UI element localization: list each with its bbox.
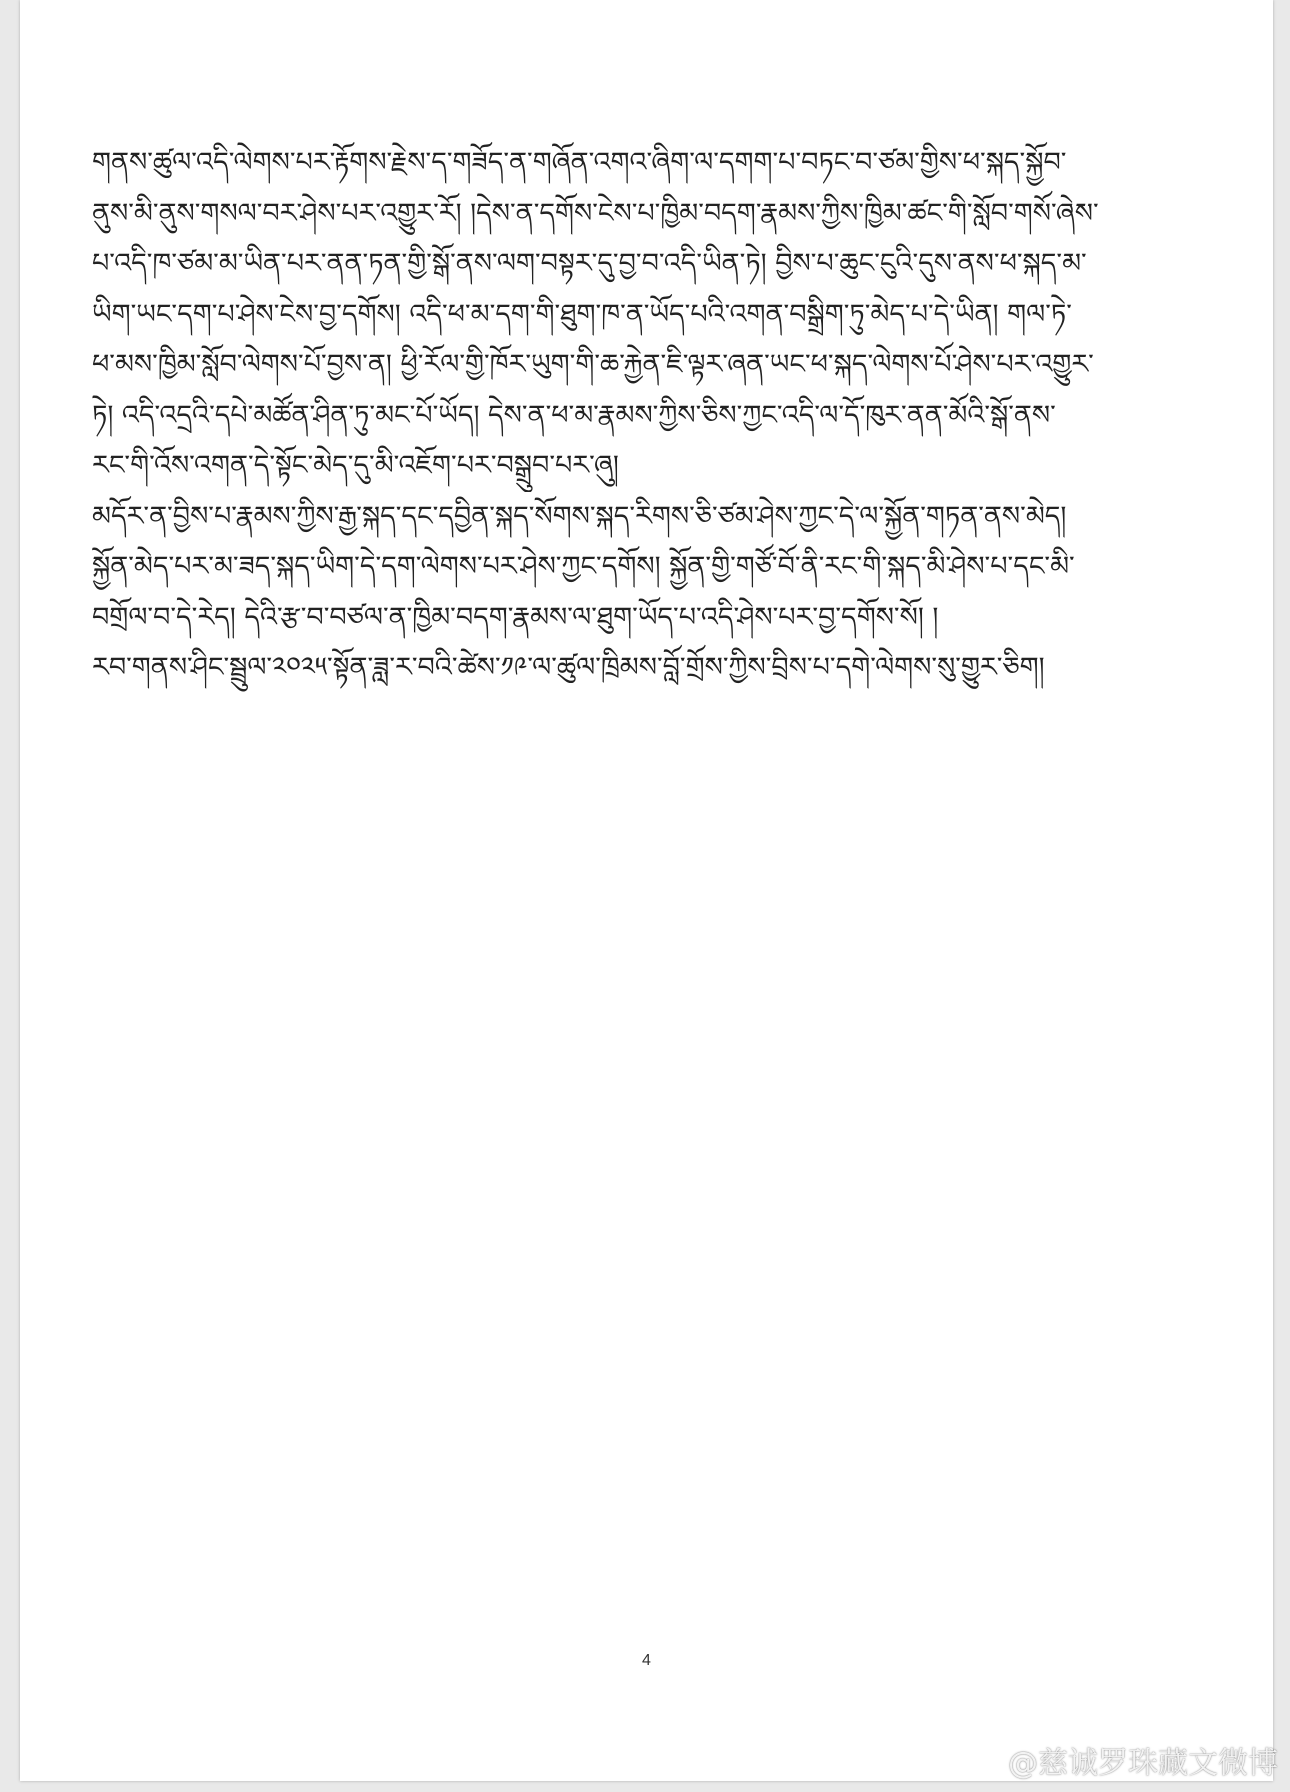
text-line: མདོར་ན་བྱིས་པ་རྣམས་ཀྱིས་རྒྱ་སྐད་དང་དབྱིན་སྐད་སོགས་སྐད་རིགས་ཅི་ཙམ་ཤེས་ཀྱང་དེ་ལ་སྐྱོན་གཏན་ནས་མེད། bbox=[92, 500, 1067, 532]
text-line: པ་འདི་ཁ་ཙམ་མ་ཡིན་པར་ནན་ཏན་གྱི་སྒོ་ནས་ལག་བསྟར་དུ་བྱ་བ་འདི་ཡིན་ཏེ། བྱིས་པ་ཆུང་ངུའི་དུས་ནས་ཕ་སྐད་མ་ bbox=[92, 248, 1087, 279]
document-page bbox=[20, 0, 1273, 1781]
text-line: ཏེ། འདི་འདྲའི་དཔེ་མཚོན་ཤིན་ཏུ་མང་པོ་ཡོད། དེས་ན་ཕ་མ་རྣམས་ཀྱིས་ཅིས་ཀྱང་འདི་ལ་དོ་ཁུར་ནན་མོའི་སྒོ་ནས་ bbox=[92, 399, 1056, 431]
text-line: བགྲོལ་བ་དེ་རེད། དེའི་རྩ་བ་བཙལ་ན་ཁྱིམ་བདག་རྣམས་ལ་ཐུག་ཡོད་པ་འདི་ཤེས་པར་བྱ་དགོས་སོ། ། bbox=[92, 601, 939, 633]
text-line: ནུས་མི་ནུས་གསལ་བར་ཤེས་པར་འགྱུར་རོ། །དེས་ན་དགོས་ངེས་པ་ཁྱིམ་བདག་རྣམས་ཀྱིས་ཁྱིམ་ཚང་གི་སློབ་གསོ་ཞེས་ bbox=[92, 197, 1099, 229]
watermark bbox=[960, 1738, 1278, 1782]
weibo-logo-icon bbox=[960, 1738, 1002, 1782]
page-number: 4 bbox=[642, 1652, 651, 1669]
document-body bbox=[92, 138, 1207, 694]
text-line: རང་གི་འོས་འགན་དེ་སྟོང་མེད་དུ་མི་འཇོག་པར་བསྒྲུབ་པར་ཞུ། bbox=[92, 450, 619, 481]
text-line: ཡིག་ཡང་དག་པ་ཤེས་ངེས་བྱ་དགོས། འདི་ཕ་མ་དག་གི་ཐུག་ཁ་ན་ཡོད་པའི་འགན་བསྒྲིག་ཏུ་མེད་པ་དེ་ཡིན། གལ་ཏེ་ bbox=[92, 298, 1072, 330]
text-line: ཕ་མས་ཁྱིམ་སློབ་ལེགས་པོ་བྱས་ན། ཕྱི་རོལ་གྱི་ཁོར་ཡུག་གི་ཆ་རྐྱེན་ཇི་ལྟར་ཞན་ཡང་ཕ་སྐད་ལེགས་པོ་ཤེས་པར་འགྱུར་ bbox=[92, 349, 1094, 380]
text-line: གནས་ཚུལ་འདི་ལེགས་པར་རྟོགས་རྗེས་ད་གཟོད་ན་གཞོན་འགའ་ཞིག་ལ་དགག་པ་བཏང་བ་ཙམ་གྱིས་ཕ་སྐད་སྐྱོབ་ bbox=[92, 147, 1067, 178]
watermark-text: @慈诚罗珠藏文微博 bbox=[1008, 1746, 1278, 1781]
text-line: སྐྱོན་མེད་པར་མ་ཟད་སྐད་ཡིག་དེ་དག་ལེགས་པར་ཤེས་ཀྱང་དགོས། སྐྱོན་གྱི་གཙོ་བོ་ནི་རང་གི་སྐད་མི་ཤེས་པ་དང་མི་ bbox=[92, 551, 1075, 582]
text-line: རབ་གནས་ཤིང་སྦྲུལ་༢༠༢༥་སྟོན་ཟླ་ར་བའི་ཚེས་༡༩་ལ་ཚུལ་ཁྲིམས་བློ་གྲོས་ཀྱིས་བྲིས་པ་དགེ་ལེགས་སུ་གྱུར་ཅིག། bbox=[92, 652, 1045, 683]
